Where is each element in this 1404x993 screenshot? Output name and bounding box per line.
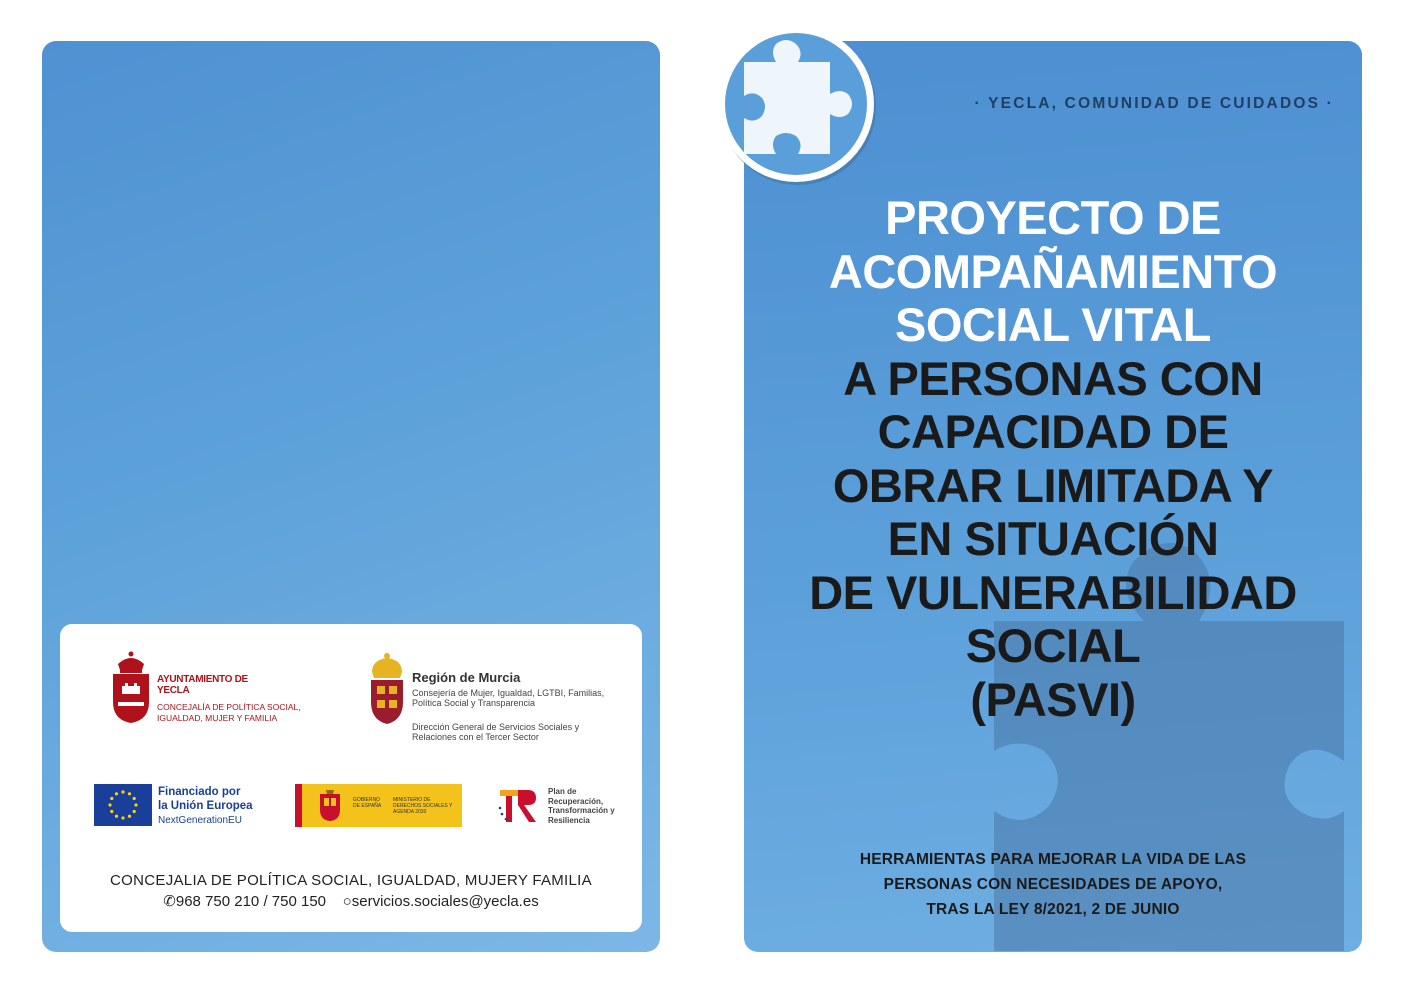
- title-line-dark-1: A PERSONAS CON: [843, 351, 1263, 405]
- title-line-dark-4: EN SITUACIÓN: [887, 512, 1219, 565]
- prtr-text: Plan de Recuperación, Transformación y Resiliencia: [548, 787, 615, 825]
- eu-flag-icon: [94, 784, 152, 826]
- ayuntamiento-department: CONCEJALÍA DE POLÍTICA SOCIAL, IGUALDAD, MUJER Y FAMILIA: [157, 702, 301, 723]
- title-line-white-3: SOCIAL VITAL: [894, 298, 1212, 351]
- subtitle: [744, 847, 1362, 922]
- subtitle-line-1: HERRAMIENTAS PARA MEJORAR LA VIDA DE LAS: [859, 851, 1247, 868]
- phone-number: 968 750 210 / 750 150: [175, 893, 326, 910]
- tagline: · YECLA, COMUNIDAD DE CUIDADOS ·: [974, 95, 1334, 112]
- logo-card: [60, 624, 642, 932]
- title-line-dark-3: OBRAR LIMITADA Y: [832, 458, 1274, 512]
- ayuntamiento-logo: [110, 650, 330, 730]
- gobierno-text: GOBIERNO DE ESPAÑA: [353, 797, 382, 809]
- back-cover-panel: [42, 41, 660, 952]
- ministerio-text: MINISTERIO DE DERECHOS SOCIALES Y AGENDA 2030: [393, 797, 453, 815]
- murcia-crest-icon: [368, 650, 406, 726]
- eu-line-1: Financiado por: [158, 786, 241, 798]
- region-murcia-logo: [368, 650, 618, 750]
- subtitle-line-2: PERSONAS CON NECESIDADES DE APOYO,: [883, 876, 1223, 893]
- spain-flag-stripe: [295, 784, 302, 827]
- region-murcia-direccion: Dirección General de Servicios Sociales y Relaciones con el Tercer Sector: [412, 722, 580, 742]
- subtitle-line-3: TRAS LA LEY 8/2021, 2 DE JUNIO: [926, 901, 1180, 918]
- plan-recuperacion-logo: [496, 784, 626, 828]
- ayuntamiento-name: AYUNTAMIENTO DE YECLA: [157, 674, 248, 696]
- title-line-dark-6: SOCIAL: [965, 619, 1141, 672]
- prtr-symbol-icon: [496, 784, 542, 828]
- spain-coat-of-arms-icon: [315, 790, 345, 822]
- title-line-white-2: ACOMPAÑAMIENTO: [828, 244, 1278, 298]
- title-line-dark-5: DE VULNERABILIDAD: [809, 565, 1297, 619]
- email-icon: ○: [342, 893, 352, 910]
- puzzle-badge-icon: [714, 22, 879, 187]
- contact-line: [60, 892, 642, 910]
- title-line-dark-7: (PASVI): [970, 672, 1136, 726]
- eu-funding-logo: [94, 784, 274, 828]
- email-address: servicios.sociales@yecla.es: [351, 893, 539, 910]
- eu-line-2: la Unión Europea: [158, 800, 253, 812]
- title-line-dark-2: CAPACIDAD DE: [877, 405, 1229, 458]
- phone-icon: ✆: [163, 893, 176, 910]
- concejalia-name: CONCEJALIA DE POLÍTICA SOCIAL, IGUALDAD, MUJERY FAMILIA: [110, 872, 592, 889]
- eu-line-3: NextGenerationEU: [158, 815, 242, 826]
- title-line-white-1: PROYECTO DE: [885, 191, 1221, 244]
- gobierno-espana-logo: [295, 784, 462, 827]
- ayuntamiento-crest-icon: [110, 650, 152, 724]
- main-title: [744, 191, 1362, 726]
- region-murcia-name: Región de Murcia: [412, 670, 521, 685]
- region-murcia-consejeria: Consejería de Mujer, Igualdad, LGTBI, Familias, Política Social y Transparencia: [412, 688, 605, 708]
